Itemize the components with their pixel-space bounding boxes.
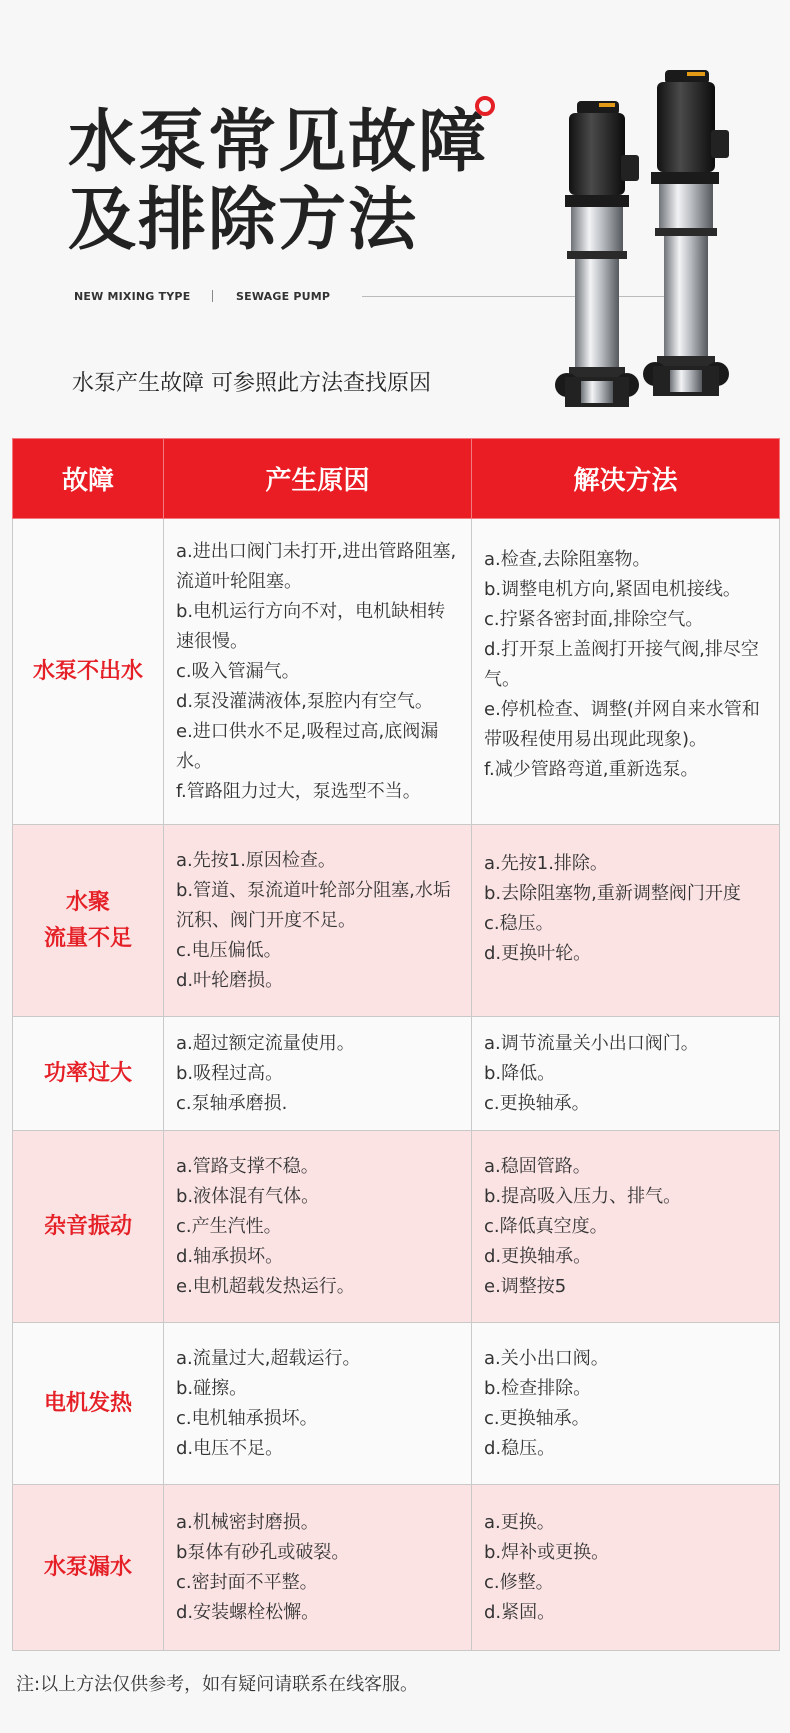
- title-dot-icon: [475, 96, 495, 116]
- solution-line: e.调整按5: [484, 1275, 567, 1297]
- solution-line: d.打开泵上盖阀打开接气阀,排尽空气。: [484, 639, 759, 690]
- fault-cell: 杂音振动: [13, 1131, 164, 1323]
- solution-line: b.调整电机方向,紧固电机接线。: [484, 579, 741, 600]
- table-row: [13, 1323, 780, 1485]
- solution-line: a.关小出口阀。: [484, 1347, 609, 1369]
- fault-cell: 水泵不出水: [13, 519, 164, 825]
- cause-line: b.液体混有气体。: [176, 1185, 320, 1207]
- solution-line: a.调节流量关小出口阀门。: [484, 1032, 699, 1054]
- cause-line: c.电机轴承损坏。: [176, 1407, 318, 1429]
- cause-line: a.进出口阀门未打开,进出管路阻塞,流道叶轮阻塞。: [176, 540, 457, 592]
- tagline-divider: [212, 290, 213, 302]
- cause-line: b.碰擦。: [176, 1377, 248, 1399]
- cause-line: b.吸程过高。: [176, 1062, 284, 1084]
- solution-line: b.提高吸入压力、排气。: [484, 1185, 682, 1207]
- column-header-fault: 故障: [13, 439, 164, 519]
- table-row: [13, 1131, 780, 1323]
- cause-line: a.流量过大,超载运行。: [176, 1347, 361, 1369]
- solution-cell: [472, 1323, 780, 1485]
- tagline-left: NEW MIXING TYPE: [74, 290, 191, 303]
- solution-line: b.去除阻塞物,重新调整阀门开度: [484, 883, 741, 904]
- cause-line: c.产生汽性。: [176, 1215, 282, 1237]
- fault-table: [12, 438, 780, 1651]
- cause-line: a.管路支撑不稳。: [176, 1155, 319, 1177]
- cause-line: b.电机运行方向不对，电机缺相转速很慢。: [176, 600, 446, 652]
- fault-cell: 功率过大: [13, 1017, 164, 1131]
- table-header-row: [13, 439, 780, 519]
- cause-line: c.吸入管漏气。: [176, 660, 300, 682]
- solution-line: d.更换轴承。: [484, 1245, 592, 1267]
- solution-line: d.紧固。: [484, 1601, 556, 1623]
- cause-cell: [164, 825, 472, 1017]
- solution-line: b.检查排除。: [484, 1377, 592, 1399]
- cause-line: a.机械密封磨损。: [176, 1511, 319, 1533]
- cause-line: d.安装螺栓松懈。: [176, 1601, 320, 1623]
- cause-cell: [164, 1323, 472, 1485]
- cause-line: c.电压偏低。: [176, 939, 282, 961]
- cause-line: d.电压不足。: [176, 1437, 284, 1459]
- solution-cell: [472, 1131, 780, 1323]
- table-row: [13, 1485, 780, 1651]
- table-row: [13, 825, 780, 1017]
- solution-line: c.修整。: [484, 1571, 554, 1593]
- cause-cell: [164, 1131, 472, 1323]
- solution-line: c.更换轴承。: [484, 1092, 590, 1114]
- cause-cell: [164, 1017, 472, 1131]
- cause-line: b泵体有砂孔或破裂。: [176, 1541, 350, 1563]
- fault-cell: [13, 825, 164, 1017]
- column-header-cause: 产生原因: [164, 439, 472, 519]
- fault-line: 水聚: [65, 889, 110, 915]
- cause-line: d.泵没灌满液体,泵腔内有空气。: [176, 690, 433, 712]
- solution-line: b.降低。: [484, 1062, 556, 1084]
- fault-cell: 电机发热: [13, 1323, 164, 1485]
- solution-cell: [472, 519, 780, 825]
- header: [0, 0, 790, 436]
- title-line-1: 水泵常见故障: [68, 103, 489, 182]
- solution-line: a.稳固管路。: [484, 1155, 591, 1177]
- tagline-right: SEWAGE PUMP: [236, 290, 331, 303]
- solution-line: e.停机检查、调整(并网自来水管和带吸程使用易出现此现象)。: [484, 699, 760, 750]
- solution-line: f.减少管路弯道,重新选泵。: [484, 759, 699, 780]
- pump-small-icon: [555, 95, 650, 415]
- page-title: [68, 104, 488, 260]
- footer-note: 注:以上方法仅供参考，如有疑问请联系在线客服。: [16, 1674, 419, 1695]
- fault-line: 流量不足: [43, 925, 132, 951]
- cause-line: d.叶轮磨损。: [176, 969, 284, 991]
- solution-line: c.降低真空度。: [484, 1215, 608, 1237]
- solution-line: b.焊补或更换。: [484, 1541, 610, 1563]
- pump-large-icon: [643, 66, 738, 406]
- solution-line: d.更换叶轮。: [484, 943, 592, 964]
- solution-cell: [472, 825, 780, 1017]
- subtitle: 水泵产生故障 可参照此方法查找原因: [72, 371, 431, 396]
- cause-line: e.电机超载发热运行。: [176, 1275, 355, 1297]
- solution-line: c.稳压。: [484, 913, 554, 934]
- solution-line: a.更换。: [484, 1511, 555, 1533]
- solution-line: c.拧紧各密封面,排除空气。: [484, 609, 704, 630]
- cause-line: a.先按1.原因检查。: [176, 849, 336, 871]
- cause-cell: [164, 519, 472, 825]
- cause-line: b.管道、泵流道叶轮部分阻塞,水垢沉积、阀门开度不足。: [176, 879, 451, 931]
- column-header-solution: 解决方法: [472, 439, 780, 519]
- cause-line: c.泵轴承磨损.: [176, 1092, 288, 1114]
- solution-cell: [472, 1017, 780, 1131]
- cause-line: e.进口供水不足,吸程过高,底阀漏水。: [176, 720, 439, 772]
- solution-line: d.稳压。: [484, 1437, 556, 1459]
- solution-line: a.检查,去除阻塞物。: [484, 549, 651, 570]
- solution-line: c.更换轴承。: [484, 1407, 590, 1429]
- cause-cell: [164, 1485, 472, 1651]
- cause-line: a.超过额定流量使用。: [176, 1032, 355, 1054]
- solution-cell: [472, 1485, 780, 1651]
- fault-cell: 水泵漏水: [13, 1485, 164, 1651]
- table-row: [13, 1017, 780, 1131]
- cause-line: c.密封面不平整。: [176, 1571, 318, 1593]
- cause-line: f.管路阻力过大，泵选型不当。: [176, 780, 421, 802]
- title-line-2: 及排除方法: [68, 181, 419, 260]
- cause-line: d.轴承损坏。: [176, 1245, 284, 1267]
- table-row: [13, 519, 780, 825]
- solution-line: a.先按1.排除。: [484, 853, 608, 874]
